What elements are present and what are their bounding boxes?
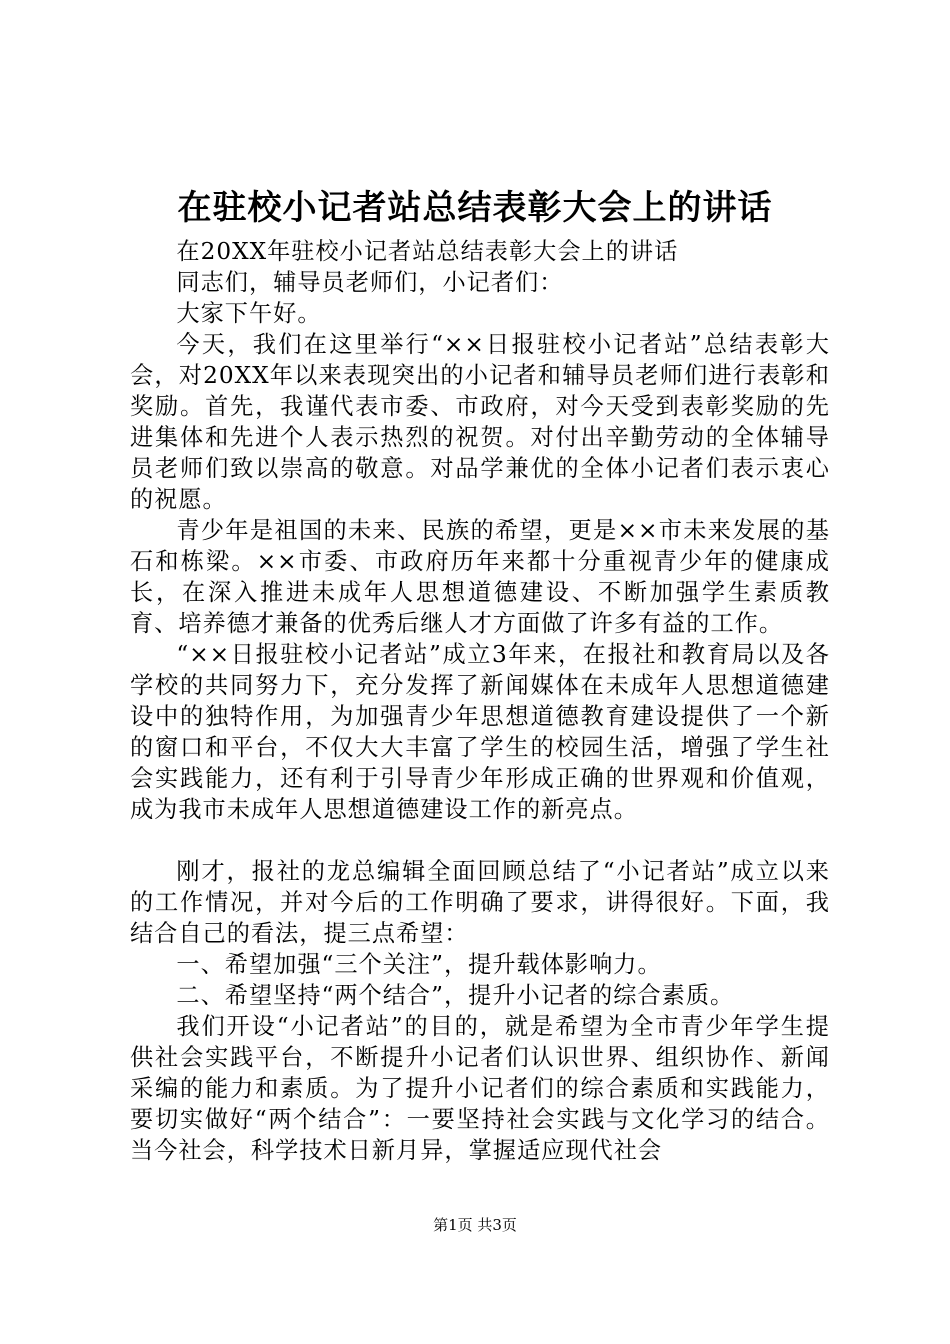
point-two: 二、希望坚持“两个结合”，提升小记者的综合素质。 bbox=[176, 982, 735, 1009]
paragraph-expectations: 刚才，报社的龙总编辑全面回顾总结了“小记者站”成立以来的工作情况，并对今后的工作明确了要求，讲得很好。下面，我结合自己的看法，提三点希望： bbox=[130, 858, 830, 947]
paragraph-youth: 青少年是祖国的未来、民族的希望，更是××市未来发展的基石和栋梁。××市委、市政府历年来都十分重视青少年的健康成长，在深入推进未成年人思想道德建设、不断加强学生素质教育、培养德才兼备的优秀后继人才方面做了许多有益的工作。 bbox=[130, 517, 830, 637]
page-number: 第1页 共3页 bbox=[433, 1216, 517, 1234]
paragraph-opening: 今天，我们在这里举行“××日报驻校小记者站”总结表彰大会，对20XX年以来表现突出的小记者和辅导员老师们进行表彰和奖励。首先，我谨代表市委、市政府，对今天受到表彰奖励的先进集体和先进个人表示热烈的祝贺。对付出辛勤劳动的全体辅导员老师们致以崇高的敬意。对品学兼优的全体小记者们表示衷心的祝愿。 bbox=[130, 331, 830, 513]
point-one: 一、希望加强“三个关注”，提升载体影响力。 bbox=[176, 951, 662, 978]
paragraph-achievements: “××日报驻校小记者站”成立3年来，在报社和教育局以及各学校的共同努力下，充分发挥了新闻媒体在未成年人思想道德建设中的独特作用，为加强青少年思想道德教育建设提供了一个新的窗口和平台，不仅大大丰富了学生的校园生活，增强了学生社会实践能力，还有利于引导青少年形成正确的世界观和价值观，成为我市未成年人思想道德建设工作的新亮点。 bbox=[130, 641, 830, 823]
greeting: 大家下午好。 bbox=[176, 300, 322, 327]
subtitle-line: 在20XX年驻校小记者站总结表彰大会上的讲话 bbox=[176, 238, 679, 265]
paragraph-purpose: 我们开设“小记者站”的目的，就是希望为全市青少年学生提供社会实践平台，不断提升小记者们认识世界、组织协作、新闻采编的能力和素质。为了提升小记者们的综合素质和实践能力，要切实做好“两个结合”：一要坚持社会实践与文化学习的结合。当今社会，科学技术日新月异，掌握适应现代社会 bbox=[130, 1013, 830, 1164]
document-title: 在驻校小记者站总结表彰大会上的讲话 bbox=[177, 188, 773, 228]
document-body bbox=[130, 236, 830, 1166]
salutation: 同志们，辅导员老师们，小记者们： bbox=[176, 269, 564, 296]
